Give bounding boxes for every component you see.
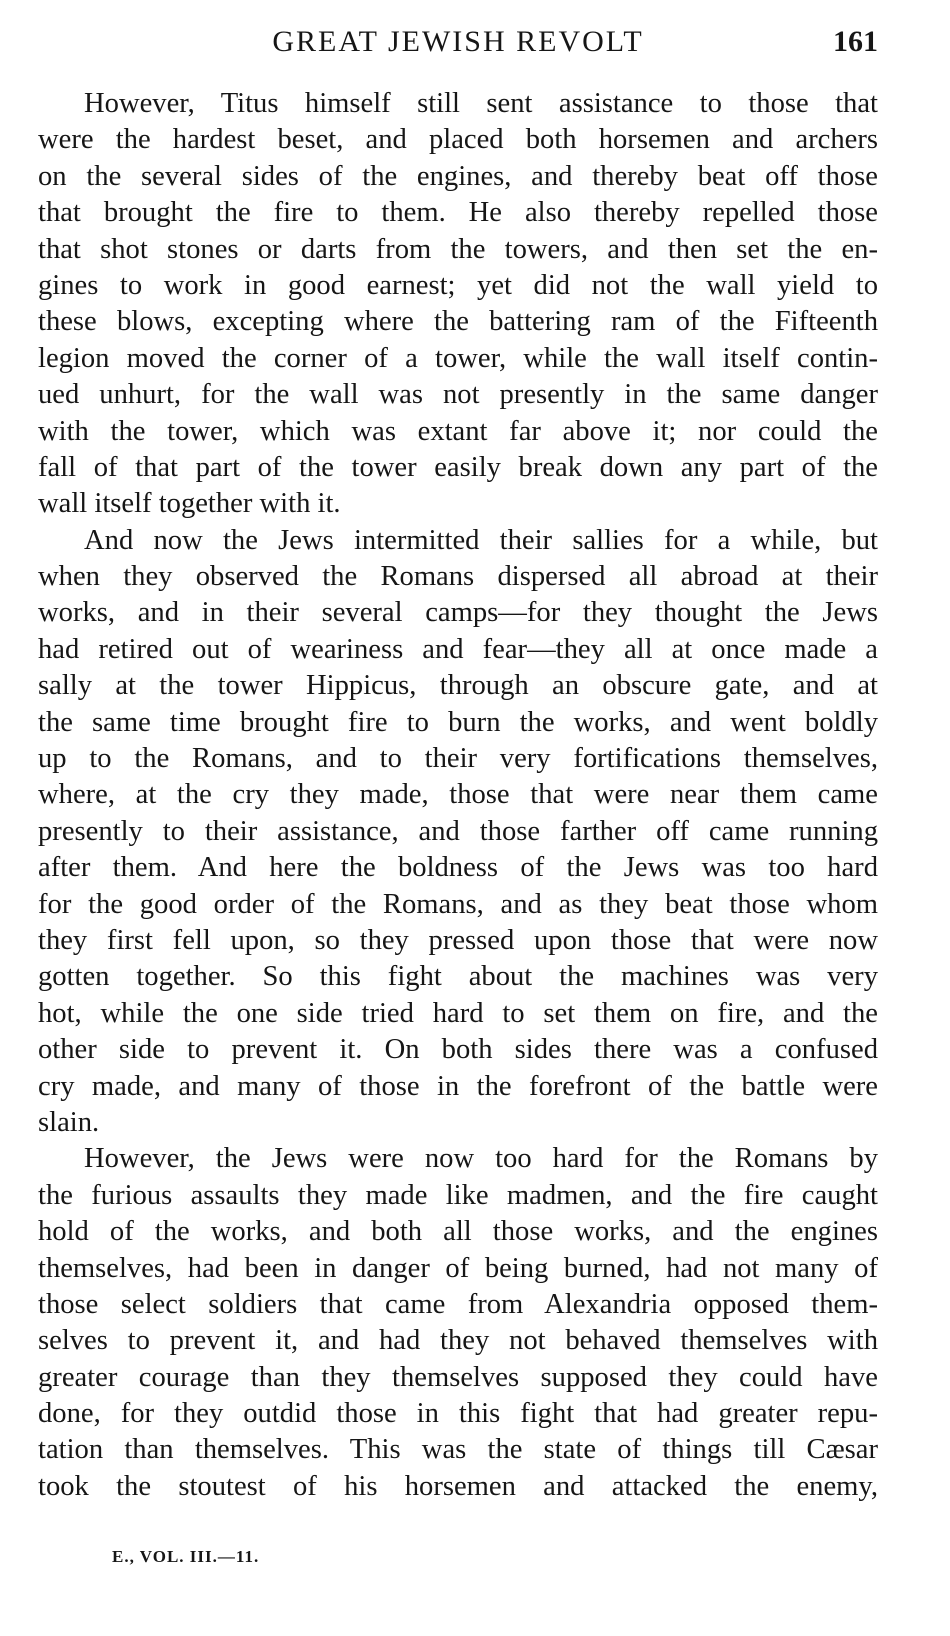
text-line: those select soldiers that came from Alexandria opposed them-	[38, 1288, 878, 1320]
book-page	[38, 0, 878, 1636]
text-line: ued unhurt, for the wall was not presently in the same danger	[38, 379, 878, 411]
text-line: for the good order of the Romans, and as they beat those whom	[38, 888, 878, 920]
text-line: hot, while the one side tried hard to set them on fire, and the	[38, 997, 878, 1029]
running-title: GREAT JEWISH REVOLT	[272, 25, 644, 58]
text-line: these blows, excepting where the battering ram of the Fifteenth	[38, 306, 878, 338]
text-line: that shot stones or darts from the towers, and then set the en-	[38, 233, 878, 265]
text-line: done, for they outdid those in this fight that had greater repu-	[38, 1398, 878, 1430]
text-line: sally at the tower Hippicus, through an obscure gate, and at	[38, 670, 878, 702]
paragraph-1	[38, 86, 878, 523]
text-line: gines to work in good earnest; yet did not the wall yield to	[38, 269, 878, 301]
text-line: other side to prevent it. On both sides there was a confused	[38, 1034, 878, 1066]
text-line: where, at the cry they made, those that were near them came	[38, 779, 878, 811]
text-line: However, the Jews were now too hard for the Romans by	[84, 1143, 878, 1175]
text-line: the furious assaults they made like madmen, and the fire caught	[38, 1179, 878, 1211]
text-line: the same time brought fire to burn the works, and went boldly	[38, 706, 878, 738]
text-line: selves to prevent it, and had they not behaved themselves with	[38, 1325, 878, 1357]
text-line: on the several sides of the engines, and thereby beat off those	[38, 160, 878, 192]
signature-mark: E., VOL. III.—11.	[112, 1547, 260, 1566]
paragraph-3	[38, 1141, 878, 1505]
text-line: works, and in their several camps—for they thought the Jews	[38, 597, 878, 629]
text-line: However, Titus himself still sent assistance to those that	[84, 88, 878, 119]
text-line: presently to their assistance, and those farther off came running	[38, 815, 878, 847]
text-line: wall itself together with it.	[38, 488, 341, 520]
text-line: themselves, had been in danger of being burned, had not many of	[38, 1252, 878, 1284]
text-line: had retired out of weariness and fear—they all at once made a	[38, 633, 878, 665]
text-line: gotten together. So this fight about the machines was very	[38, 961, 878, 993]
text-line: tation than themselves. This was the state of things till Cæsar	[38, 1434, 878, 1466]
text-line: with the tower, which was extant far above it; nor could the	[38, 415, 878, 447]
text-line: that brought the fire to them. He also thereby repelled those	[38, 197, 878, 229]
text-line: took the stoutest of his horsemen and attacked the enemy,	[38, 1470, 878, 1502]
page-number: 161	[833, 25, 878, 58]
text-line: And now the Jews intermitted their sallies for a while, but	[84, 524, 878, 556]
text-line: were the hardest beset, and placed both horsemen and archers	[38, 124, 878, 156]
text-line: legion moved the corner of a tower, while the wall itself contin-	[38, 342, 878, 374]
paragraph-2	[38, 523, 878, 1142]
running-head	[38, 25, 878, 65]
text-line: up to the Romans, and to their very fortifications themselves,	[38, 743, 878, 775]
text-line: fall of that part of the tower easily break down any part of the	[38, 451, 878, 483]
text-line: greater courage than they themselves supposed they could have	[38, 1361, 878, 1393]
body-text	[38, 86, 878, 1505]
text-line: hold of the works, and both all those works, and the engines	[38, 1216, 878, 1248]
text-line: cry made, and many of those in the forefront of the battle were	[38, 1070, 878, 1102]
text-line: slain.	[38, 1106, 100, 1138]
text-line: when they observed the Romans dispersed all abroad at their	[38, 561, 878, 593]
text-line: they first fell upon, so they pressed upon those that were now	[38, 924, 878, 956]
text-line: after them. And here the boldness of the Jews was too hard	[38, 852, 878, 884]
